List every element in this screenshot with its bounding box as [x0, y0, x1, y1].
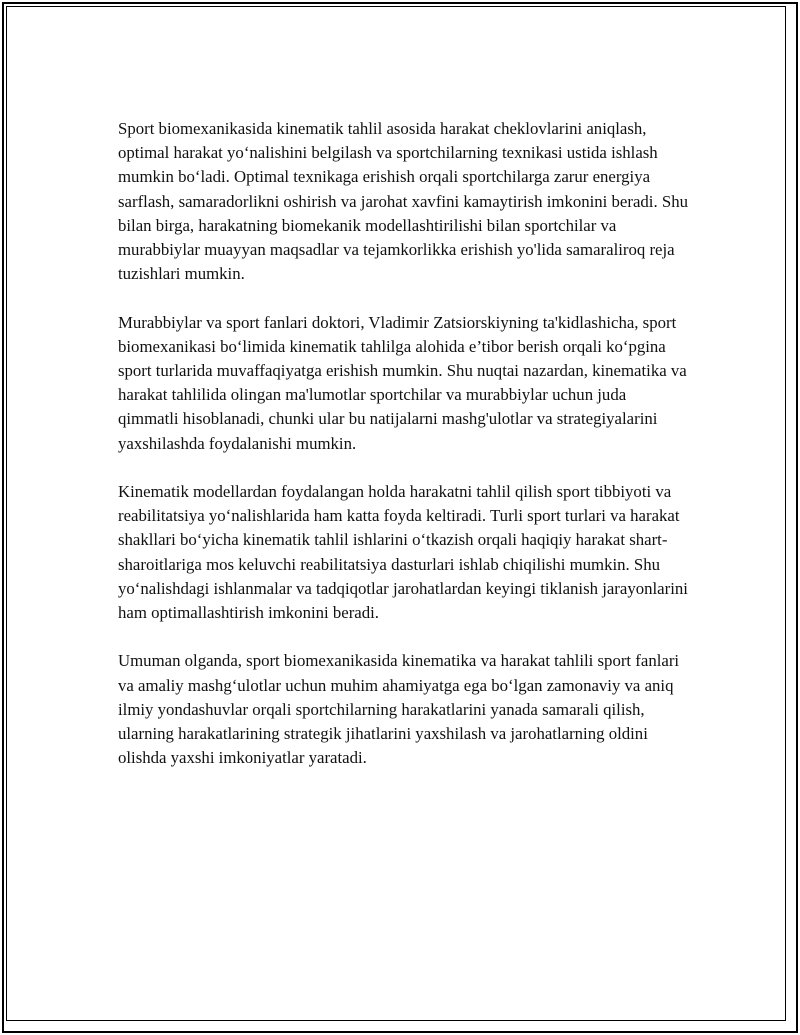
document-body	[118, 117, 690, 795]
paragraph-3: Kinematik modellardan foydalangan holda harakatni tahlil qilish sport tibbiyoti va reabilitatsiya yo‘nalishlarida ham katta foyda keltiradi. Turli sport turlari va harakat shakllari bo‘yicha kinematik tahlil ishlarini o‘tkazish orqali haqiqiy harakat shart-sharoitlariga mos keluvchi reabilitatsiya dasturlari ishlab chiqilishi mumkin. Shu yo‘nalishdagi ishlanmalar va tadqiqotlar jarohatlardan keyingi tiklanish jarayonlarini ham optimallashtirish imkonini beradi.	[118, 482, 688, 623]
paragraph-2: Murabbiylar va sport fanlari doktori, Vladimir Zatsiorskiyning ta'kidlashicha, sport biomexanikasi bo‘limida kinematik tahlilga alohida e’tibor berish orqali ko‘pgina sport turlarida muvaffaqiyatga erishish mumkin. Shu nuqtai nazardan, kinematika va harakat tahlilida olingan ma'lumotlar sportchilar va murabbiylar uchun juda qimmatli hisoblanadi, chunki ular bu natijalarni mashg'ulotlar va strategiyalarini yaxshilashda foydalanishi mumkin.	[118, 312, 687, 453]
paragraph-1: Sport biomexanikasida kinematik tahlil asosida harakat cheklovlarini aniqlash, optimal harakat yo‘nalishini belgilash va sportchilarning texnikasi ustida ishlash mumkin bo‘ladi. Optimal texnikaga erishish orqali sportchilarga zarur energiya sarflash, samaradorlikni oshirish va jarohat xavfini kamaytirish imkonini beradi. Shu bilan birga, harakatning biomekanik modellashtirilishi bilan sportchilar va murabbiylar muayyan maqsadlar va tejamkorlikka erishish yo'lida samaraliroq reja tuzishlari mumkin.	[118, 119, 688, 284]
paragraph-4: Umuman olganda, sport biomexanikasida kinematika va harakat tahlili sport fanlari va amaliy mashg‘ulotlar uchun muhim ahamiyatga ega bo‘lgan zamonaviy va aniq ilmiy yondashuvlar orqali sportchilarning harakatlarini yanada samarali qilish, ularning harakatlarining strategik jihatlarini yaxshilash va jarohatlarning oldini olishda yaxshi imkoniyatlar yaratadi.	[118, 651, 680, 768]
